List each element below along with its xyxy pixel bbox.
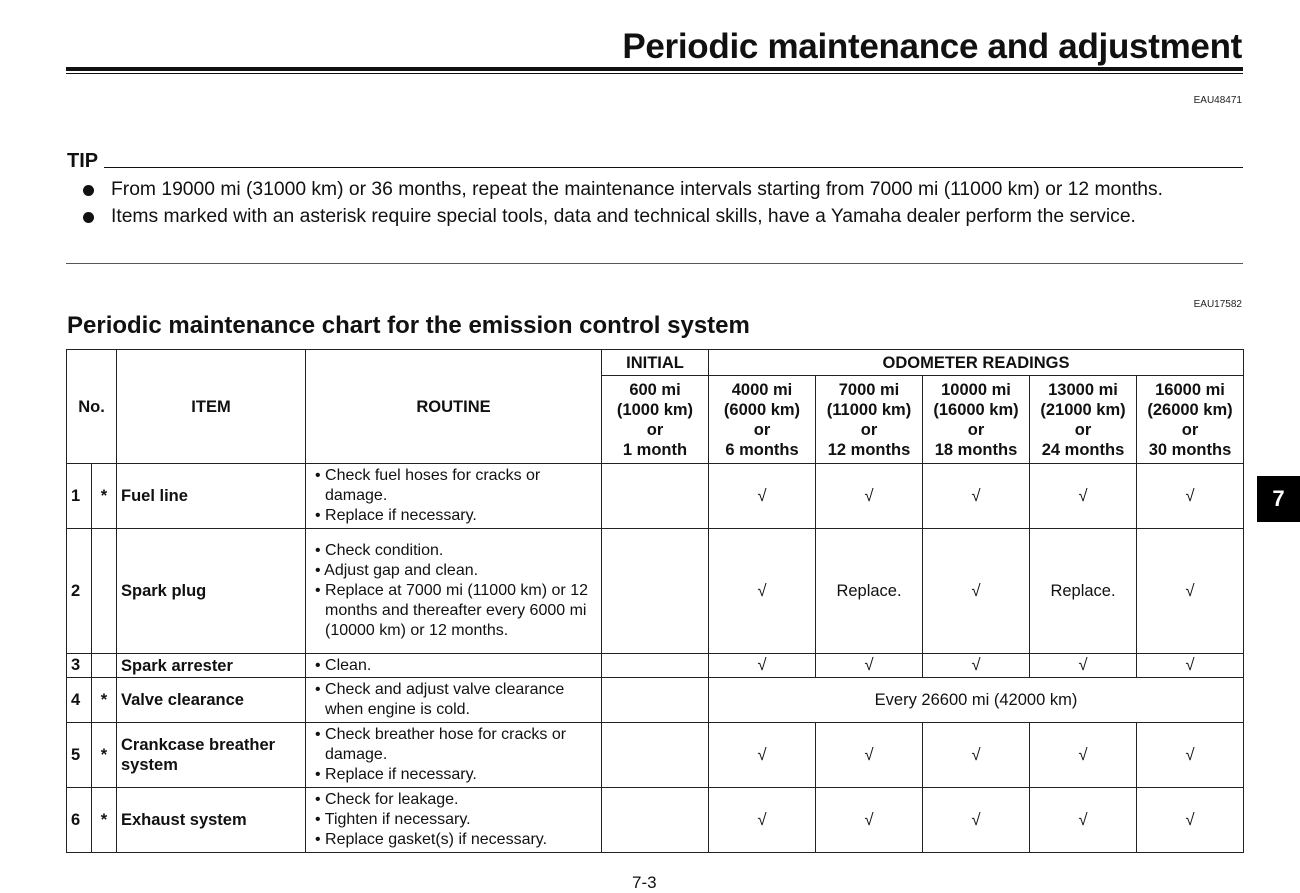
title-rule-thick	[66, 67, 1243, 71]
check-mark: √	[1030, 788, 1137, 853]
item-name: Spark arrester	[117, 654, 306, 678]
routine-line: • Clean.	[315, 656, 372, 674]
asterisk-mark: *	[92, 678, 117, 723]
interval-km: (21000 km)	[1040, 400, 1126, 419]
interval-mi: 600 mi	[629, 380, 681, 399]
interval-km: (11000 km)	[826, 400, 912, 419]
interval-or: or	[646, 420, 664, 439]
item-name: Crankcase breather system	[117, 723, 306, 788]
routine-line: • Replace gasket(s) if necessary.	[315, 831, 548, 848]
check-mark: √	[1030, 723, 1137, 788]
interval-time: 30 months	[1148, 440, 1232, 459]
table-row	[67, 723, 1244, 788]
asterisk-mark	[92, 654, 117, 678]
check-mark: √	[816, 723, 923, 788]
chart-body	[67, 464, 1244, 853]
interval-empty-cell	[602, 464, 709, 529]
bullet-icon	[83, 212, 94, 223]
routine-line: • Adjust gap and clean.	[315, 562, 479, 579]
interval-header	[709, 376, 816, 464]
interval-time: 6 months	[725, 440, 799, 459]
header-routine: ROUTINE	[306, 350, 602, 464]
item-name: Exhaust system	[117, 788, 306, 853]
interval-empty-cell	[602, 788, 709, 853]
bullet-icon	[83, 185, 94, 196]
check-mark: √	[1137, 529, 1244, 654]
routine-cell	[306, 464, 602, 529]
tip-list	[80, 176, 1243, 230]
interval-km: (6000 km)	[723, 400, 801, 419]
check-mark: √	[816, 788, 923, 853]
item-name: Fuel line	[117, 464, 306, 529]
check-mark: √	[709, 723, 816, 788]
routine-cell	[306, 723, 602, 788]
table-row	[67, 678, 1244, 723]
check-mark: √	[816, 654, 923, 678]
interval-header	[923, 376, 1030, 464]
interval-header	[1030, 376, 1137, 464]
page-number: 7-3	[632, 873, 657, 892]
tip-item	[80, 203, 1243, 230]
interval-time: 1 month	[622, 440, 688, 459]
header-odometer-readings: ODOMETER READINGS	[709, 350, 1244, 376]
page-title: Periodic maintenance and adjustment	[622, 27, 1242, 66]
interval-or: or	[1074, 420, 1092, 439]
check-mark: √	[923, 788, 1030, 853]
reference-code-section: EAU17582	[1193, 299, 1242, 310]
interval-empty-cell	[602, 723, 709, 788]
row-number: 3	[67, 654, 92, 678]
routine-line: • Replace if necessary.	[315, 507, 477, 524]
interval-mi: 13000 mi	[1048, 380, 1118, 399]
check-mark: √	[923, 529, 1030, 654]
interval-empty-cell	[602, 678, 709, 723]
row-number: 4	[67, 678, 92, 723]
interval-mi: 4000 mi	[731, 380, 793, 399]
check-mark: √	[1030, 654, 1137, 678]
routine-line: • Check breather hose for cracks or damage.	[315, 726, 567, 763]
check-mark: √	[1137, 464, 1244, 529]
tip-rule-bottom	[66, 263, 1243, 264]
interval-mi: 10000 mi	[941, 380, 1011, 399]
asterisk-mark: *	[92, 788, 117, 853]
asterisk-mark: *	[92, 723, 117, 788]
section-title: Periodic maintenance chart for the emission control system	[67, 312, 750, 339]
interval-empty-cell	[602, 529, 709, 654]
tip-rule-top	[104, 167, 1243, 168]
tip-item	[80, 176, 1243, 203]
check-mark: √	[1137, 654, 1244, 678]
asterisk-mark	[92, 529, 117, 654]
table-row	[67, 464, 1244, 529]
row-number: 2	[67, 529, 92, 654]
interval-or: or	[967, 420, 985, 439]
tip-text: Items marked with an asterisk require special tools, data and technical skills, have a Yamaha dealer perform the service.	[111, 206, 1136, 227]
check-mark: √	[1137, 788, 1244, 853]
item-name: Valve clearance	[117, 678, 306, 723]
tip-label: TIP	[67, 150, 99, 172]
title-rule-thin	[66, 73, 1243, 74]
chapter-tab: 7	[1257, 476, 1300, 522]
routine-cell	[306, 654, 602, 678]
table-row	[67, 529, 1244, 654]
check-mark: √	[1137, 723, 1244, 788]
row-number: 6	[67, 788, 92, 853]
check-mark: √	[923, 654, 1030, 678]
routine-cell	[306, 678, 602, 723]
interval-km: (16000 km)	[933, 400, 1019, 419]
routine-line: • Check condition.	[315, 542, 444, 559]
tip-text: From 19000 mi (31000 km) or 36 months, repeat the maintenance intervals starting from 7000 mi (11000 km) or 12 months.	[111, 179, 1164, 200]
interval-or: or	[1181, 420, 1199, 439]
routine-line: • Check for leakage.	[315, 791, 459, 808]
check-mark: √	[709, 654, 816, 678]
interval-or: or	[860, 420, 878, 439]
interval-header	[816, 376, 923, 464]
row-number: 5	[67, 723, 92, 788]
table-row	[67, 654, 1244, 678]
routine-cell	[306, 788, 602, 853]
interval-text-cell: Replace.	[816, 529, 923, 654]
routine-line: • Replace at 7000 mi (11000 km) or 12 months and thereafter every 6000 mi (10000 km) or 12 months.	[315, 582, 588, 639]
reference-code-top: EAU48471	[1193, 95, 1242, 106]
routine-line: • Check fuel hoses for cracks or damage.	[315, 467, 541, 504]
header-initial: INITIAL	[602, 350, 709, 376]
check-mark: √	[709, 788, 816, 853]
interval-time: 12 months	[827, 440, 911, 459]
item-name: Spark plug	[117, 529, 306, 654]
routine-line: • Replace if necessary.	[315, 766, 477, 783]
check-mark: √	[709, 464, 816, 529]
table-row	[67, 788, 1244, 853]
routine-line: • Check and adjust valve clearance when engine is cold.	[315, 681, 565, 718]
row-number: 1	[67, 464, 92, 529]
interval-mi: 7000 mi	[838, 380, 900, 399]
interval-or: or	[753, 420, 771, 439]
check-mark: √	[923, 723, 1030, 788]
maintenance-chart-table	[66, 349, 1244, 853]
interval-empty-cell	[602, 654, 709, 678]
interval-km: (1000 km)	[616, 400, 694, 419]
check-mark: √	[1030, 464, 1137, 529]
header-no: No.	[67, 350, 117, 464]
interval-time: 24 months	[1041, 440, 1125, 459]
routine-cell	[306, 529, 602, 654]
routine-line: • Tighten if necessary.	[315, 811, 471, 828]
interval-mi: 16000 mi	[1155, 380, 1225, 399]
check-mark: √	[923, 464, 1030, 529]
interval-text-cell: Replace.	[1030, 529, 1137, 654]
interval-header	[602, 376, 709, 464]
header-item: ITEM	[117, 350, 306, 464]
interval-time: 18 months	[934, 440, 1018, 459]
interval-km: (26000 km)	[1147, 400, 1233, 419]
interval-header	[1137, 376, 1244, 464]
asterisk-mark: *	[92, 464, 117, 529]
check-mark: √	[709, 529, 816, 654]
check-mark: √	[816, 464, 923, 529]
interval-span-cell: Every 26600 mi (42000 km)	[709, 678, 1244, 723]
